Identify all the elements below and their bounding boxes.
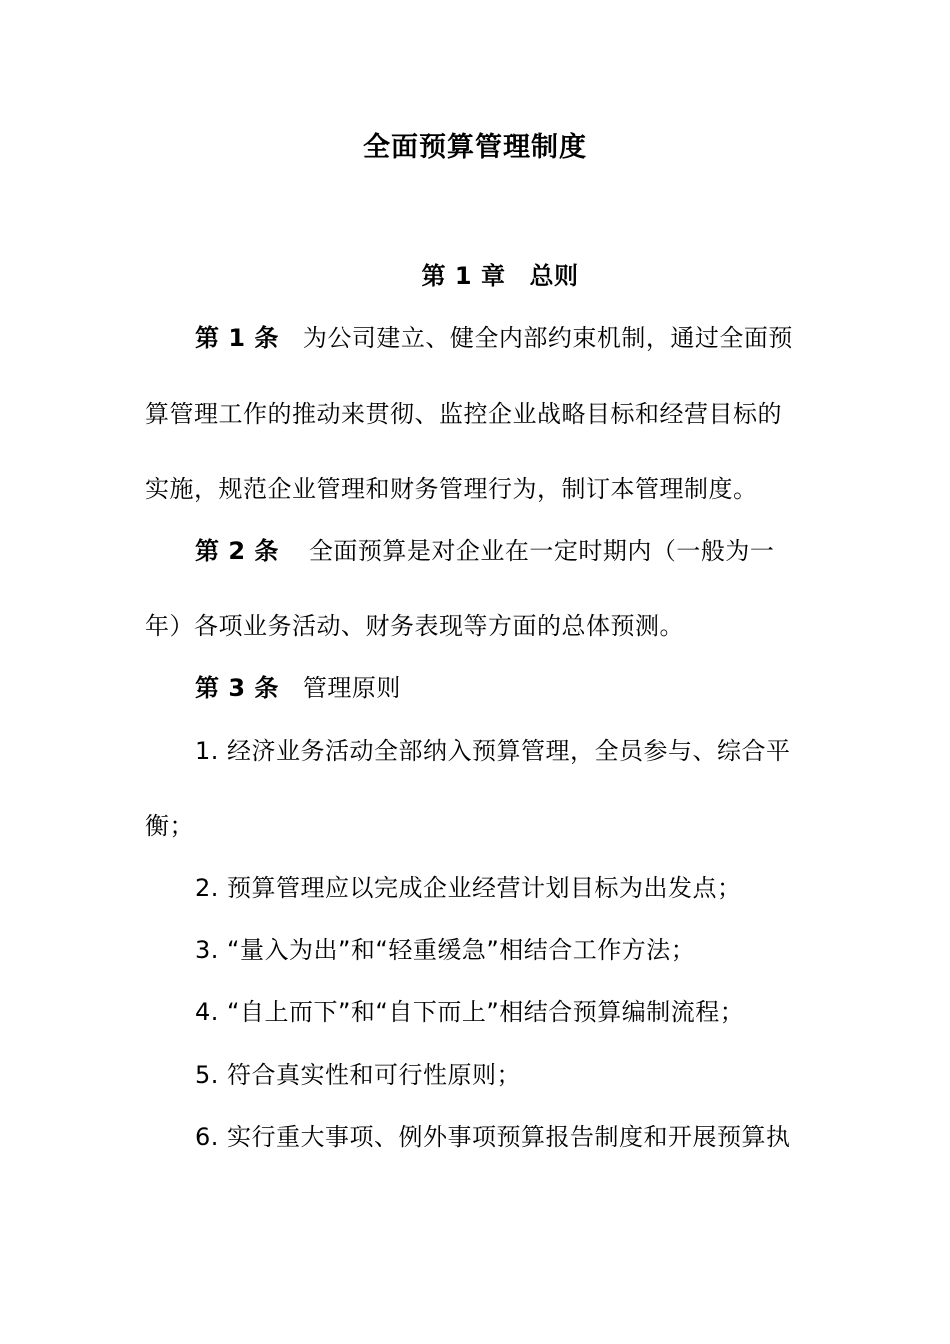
article-1-line-3: 实施，规范企业管理和财务管理行为，制订本管理制度。 bbox=[145, 475, 758, 503]
chapter-number: 第 1 章 bbox=[421, 262, 506, 290]
article-1-label: 第 1 条 bbox=[195, 324, 279, 352]
chapter-heading bbox=[0, 261, 950, 291]
article-2-line-2: 年）各项业务活动、财务表现等方面的总体预测。 bbox=[145, 612, 684, 640]
principle-2: 2. 预算管理应以完成企业经营计划目标为出发点； bbox=[195, 874, 742, 902]
article-2-line-1 bbox=[195, 536, 774, 566]
principle-1-line-2: 衡； bbox=[145, 812, 194, 840]
article-3-line-1 bbox=[195, 673, 401, 703]
article-2-text: 全面预算是对企业在一定时期内（一般为一 bbox=[308, 537, 775, 565]
article-3-text: 管理原则 bbox=[302, 674, 401, 702]
principle-5: 5. 符合真实性和可行性原则； bbox=[195, 1061, 522, 1089]
principle-1-line-1: 1. 经济业务活动全部纳入预算管理，全员参与、综合平 bbox=[195, 737, 791, 765]
principle-3: 3. “量入为出”和“轻重缓急”相结合工作方法； bbox=[195, 936, 696, 964]
article-1-line-1 bbox=[195, 323, 793, 353]
chapter-name: 总则 bbox=[529, 262, 579, 290]
principle-6: 6. 实行重大事项、例外事项预算报告制度和开展预算执 bbox=[195, 1123, 791, 1151]
document-title: 全面预算管理制度 bbox=[363, 132, 587, 163]
article-2-label: 第 2 条 bbox=[195, 537, 279, 565]
article-1-line-2: 算管理工作的推动来贯彻、监控企业战略目标和经营目标的 bbox=[145, 400, 782, 428]
article-1-text: 为公司建立、健全内部约束机制，通过全面预 bbox=[302, 324, 793, 352]
principle-4: 4. “自上而下”和“自下而上”相结合预算编制流程； bbox=[195, 998, 745, 1026]
article-3-label: 第 3 条 bbox=[195, 674, 279, 702]
